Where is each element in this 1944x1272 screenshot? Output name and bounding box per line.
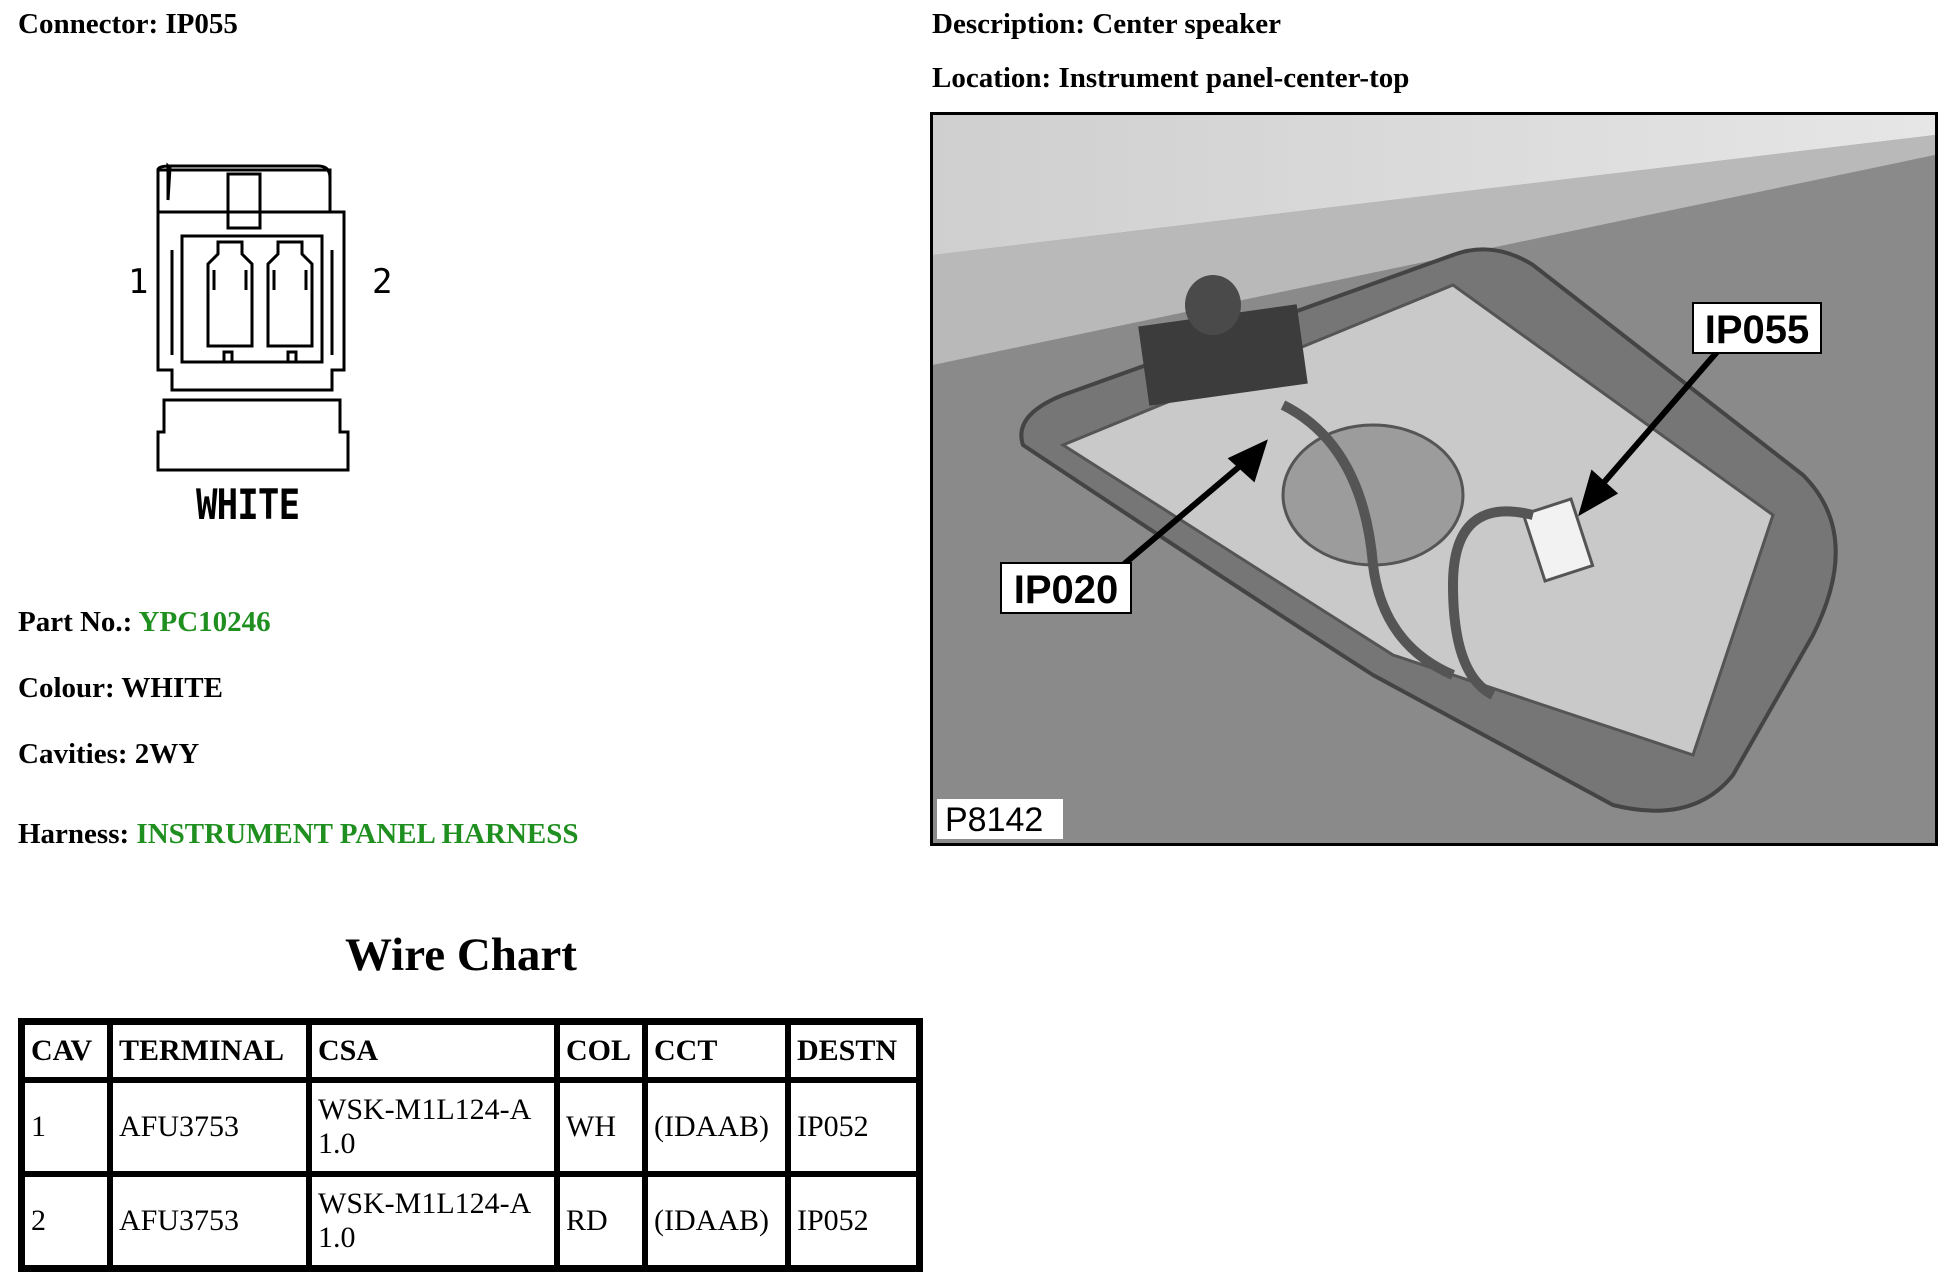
table-row bbox=[22, 1174, 919, 1268]
harness bbox=[18, 818, 579, 851]
cell-cct: (IDAAB) bbox=[645, 1174, 788, 1268]
description-label: Description: bbox=[932, 8, 1086, 40]
cavities-label: Cavities: bbox=[18, 738, 128, 770]
wire-chart-table bbox=[18, 1018, 923, 1272]
cell-csa bbox=[309, 1174, 557, 1268]
harness-link[interactable]: INSTRUMENT PANEL HARNESS bbox=[136, 818, 579, 850]
photo-figure-code: P8142 bbox=[945, 801, 1044, 839]
location-value: Instrument panel-center-top bbox=[1058, 62, 1410, 94]
wire-chart-title: Wire Chart bbox=[345, 929, 577, 981]
header-cct: CCT bbox=[645, 1022, 788, 1080]
part-number bbox=[18, 606, 271, 639]
header-cav: CAV bbox=[22, 1022, 110, 1080]
cell-terminal: AFU3753 bbox=[110, 1174, 309, 1268]
header-terminal: TERMINAL bbox=[110, 1022, 309, 1080]
colour-value: WHITE bbox=[121, 672, 223, 704]
part-number-link[interactable]: YPC10246 bbox=[138, 606, 271, 638]
csa-spec: WSK-M1L124-A bbox=[318, 1093, 532, 1126]
cell-cav: 1 bbox=[22, 1080, 110, 1174]
table-row bbox=[22, 1080, 919, 1174]
cell-cct: (IDAAB) bbox=[645, 1080, 788, 1174]
photo-callout-ip055: IP055 bbox=[1704, 308, 1810, 352]
colour bbox=[18, 672, 223, 705]
header-destn: DESTN bbox=[788, 1022, 919, 1080]
colour-label: Colour: bbox=[18, 672, 115, 704]
header-col: COL bbox=[557, 1022, 645, 1080]
connector-pinout-diagram bbox=[118, 160, 418, 530]
cell-col: RD bbox=[557, 1174, 645, 1268]
cell-destn: IP052 bbox=[788, 1174, 919, 1268]
location bbox=[932, 62, 1409, 95]
cavities bbox=[18, 738, 199, 771]
cell-cav: 2 bbox=[22, 1174, 110, 1268]
header-csa: CSA bbox=[309, 1022, 557, 1080]
location-label: Location: bbox=[932, 62, 1052, 94]
description bbox=[932, 8, 1281, 41]
cell-csa bbox=[309, 1080, 557, 1174]
connector-colour-caption: WHITE bbox=[196, 480, 300, 529]
part-number-label: Part No.: bbox=[18, 606, 133, 638]
cell-terminal: AFU3753 bbox=[110, 1080, 309, 1174]
csa-size: 1.0 bbox=[318, 1127, 356, 1160]
cavities-value: 2WY bbox=[134, 738, 200, 770]
table-header-row bbox=[22, 1022, 919, 1080]
connector-label: Connector: bbox=[18, 8, 159, 40]
description-value: Center speaker bbox=[1092, 8, 1282, 40]
cell-destn: IP052 bbox=[788, 1080, 919, 1174]
cell-col: WH bbox=[557, 1080, 645, 1174]
connector-value: IP055 bbox=[165, 8, 238, 40]
connector-title bbox=[18, 8, 238, 41]
harness-label: Harness: bbox=[18, 818, 130, 850]
csa-size: 1.0 bbox=[318, 1221, 356, 1254]
pin-number-1: 1 bbox=[128, 262, 149, 302]
photo-callout-ip020: IP020 bbox=[1013, 568, 1119, 612]
csa-spec: WSK-M1L124-A bbox=[318, 1187, 532, 1220]
location-photo bbox=[930, 112, 1938, 846]
pin-number-2: 2 bbox=[372, 262, 393, 302]
